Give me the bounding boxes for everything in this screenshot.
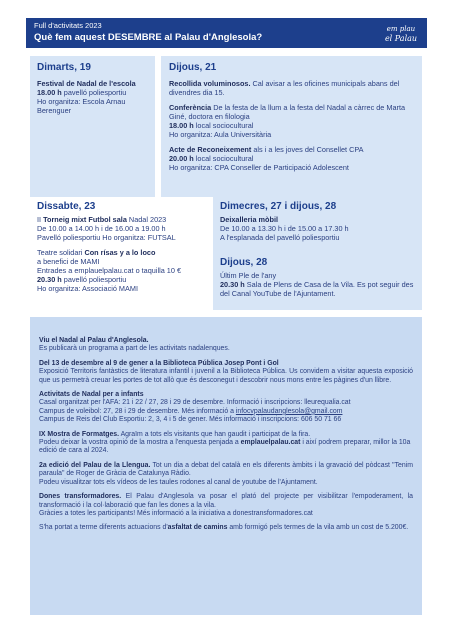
info-title: Dones transformadores. [39,493,122,501]
svg-text:em plau: em plau [386,25,416,33]
event-organizer: Ho organitza: Associació MAMI [37,284,138,293]
info-text: Tot un dia a debat del català en els diferents àmbits i la gravació del pòdcast "Tenim paraula" de Roger de Gràcia de Catalunya Ràdio. [39,461,413,478]
header-subtitle: Full d'activitats 2023 [34,21,102,30]
day-title: Dimecres, 27 i dijous, 28 [220,201,337,212]
info-text: El Palau d'Anglesola va posar el plató del projecte per visibilitzar l'empoderament, la transformació i la col·laboració que fan les dones a la vila. [39,493,413,509]
info-title: asfaltat de camins [167,524,228,532]
event-suffix: Nadal 2023 [126,215,167,224]
info-title: Activitats de Nadal per a infants [39,391,144,399]
day-title: Dimarts, 19 [37,62,91,73]
info-text: Campus de voleibol: 27, 28 i 29 de desembre. Més informació a [39,407,236,415]
event-title: Últim Ple de l'any [220,271,277,280]
em-plau-el-palau-logo [383,22,419,44]
event-time: 18.00 h [37,88,62,97]
email-link[interactable]: infocvpalaudanglesola@gmail.com [235,407,343,415]
event-place: Pavelló poliesportiu Ho organitza: FUTSAL [37,233,176,242]
event-time: 20.00 h [169,154,194,163]
card-dimecres-27 [213,197,422,254]
event-time: 20.30 h [37,275,62,284]
day-title: Dissabte, 23 [37,201,96,212]
event-place: local sociocultural [193,121,254,130]
page-header [26,18,427,48]
event-tickets: Entrades a emplauelpalau.cat o taquilla 10 € [37,266,182,275]
event-time: 20.30 h [220,280,245,289]
info-title: Viu el Nadal al Palau d'Anglesola. [39,337,149,344]
event-title: Con rísas y a lo loco [84,248,156,257]
event-title: Recollida voluminosos. [169,79,251,88]
info-text: Es publicarà un programa a part de les activitats nadalenques. [39,345,230,353]
info-title: 2a edició del Palau de la Llengua. [39,461,151,469]
card-dimarts-19 [30,56,155,197]
info-text: amb formigó pels termes de la vila amb un cost de 5.200€. [227,524,409,532]
event-text: Cal avisar a les oficines municipals abans del divendres dia 15. [169,79,400,97]
card-dissabte-23 [30,197,213,310]
info-text: Casal organitzat per l'AFA: 21 i 22 / 27, 28 i 29 de desembre. Informació i inscripcions: lleurequalia.cat [39,399,351,407]
svg-text:el Palau: el Palau [384,34,418,43]
event-hours: De 10.00 a 14.00 h i de 16.00 a 19.00 h [37,224,166,233]
info-text: Podeu deixar la vostra opinió de la mostra a l'enquesta penjada a [39,439,241,447]
event-text: als i a les joves del Consellet CPA [251,145,364,154]
event-organizer: Ho organitza: CPA Conseller de Participació Adolescent [169,163,349,172]
event-title: Torneig mixt Futbol sala [43,215,127,224]
event-hours: De 10.00 a 13.30 h i de 15.00 a 17.30 h [220,224,349,233]
event-time: 18.00 h [169,121,194,130]
card-dijous-28 [213,254,422,310]
day-title: Dijous, 21 [169,62,217,73]
event-place: pavelló poliesportiu [61,88,127,97]
event-title: Conferència [169,103,212,112]
event-benefit: a benefici de MAMI [37,257,100,266]
info-text: Agraïm a tots els visitants que han gaudit i participat de la fira. [119,430,311,438]
event-title: Deixalleria mòbil [220,215,278,224]
event-title: Acte de Reconeixement [169,145,252,154]
info-panel [30,317,422,615]
info-text: Campus de Reis del Club Esportiu: 2, 3, 4 i 5 de gener. Més informació i inscripcions: 606 50 71 66 [39,416,342,424]
event-text: Sala de Plens de Casa de la Vila. Es pot seguir des del Canal YouTube de l'Ajuntament. [220,280,414,298]
event-text: De la festa de la llum a la festa del Nadal a càrrec de Marta Giné, doctora en filologia [169,103,406,121]
event-title: Festival de Nadal de l'escola [37,79,136,88]
card-dijous-21 [161,56,422,197]
info-text: Gràcies a totes les participants! Més informació a la iniciativa a donestransformadores.cat [39,509,313,517]
info-title: IX Mostra de Formatges. [39,430,120,438]
event-prefix: Teatre solidari [37,248,85,257]
event-place: A l'esplanada del pavelló poliesportiu [220,233,340,242]
info-title: Del 13 de desembre al 9 de gener a la Biblioteca Pública Josep Pont i Gol [39,359,279,367]
header-title: Què fem aquest DESEMBRE al Palau d'Anglesola? [34,32,263,43]
info-text: Podeu visualitzar tots els vídeos de les taules rodones al canal de youtube de l'Ajuntament. [39,478,318,486]
event-organizer: Ho organitza: Aula Universitària [169,130,272,139]
info-text: i així podrem preparar, millor la 10a edició de cara al 2024. [39,439,411,455]
info-text: Exposició Territoris fantàstics de literatura infantil i juvenil a la Biblioteca Pública. Us convidem a visitar aquesta exposició que us permetrà creuar les portes de tot allò que és desconegut i descobrir nous mons entre les pàgines d'un llibre. [39,368,413,384]
event-organizer: Ho organitza: Escola Arnau Berenguer [37,97,126,115]
event-place: pavelló poliesportiu [61,275,127,284]
event-place: local sociocultural [193,154,254,163]
info-text: S'ha portat a terme diferents actuacions d' [39,524,168,532]
event-prefix: II [37,215,44,224]
day-title: Dijous, 28 [220,257,268,268]
website-link[interactable]: emplauelpalau.cat [240,439,301,447]
